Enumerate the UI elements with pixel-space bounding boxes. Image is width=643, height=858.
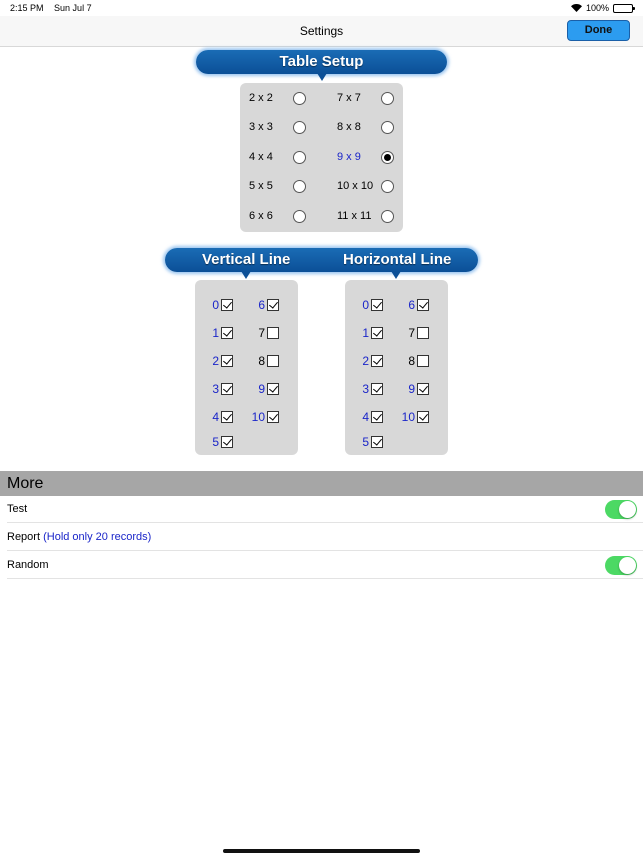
checkbox[interactable] <box>267 355 279 367</box>
digit-label: 1 <box>212 326 219 340</box>
horizontal-digit-8[interactable] <box>395 353 429 369</box>
checkbox[interactable] <box>371 299 383 311</box>
status-bar <box>0 0 643 16</box>
radio-button-selected[interactable] <box>381 151 394 164</box>
checkbox[interactable] <box>417 383 429 395</box>
horizontal-line-panel <box>345 280 448 455</box>
table-option-label: 10 x 10 <box>337 180 374 192</box>
battery-icon <box>613 4 633 13</box>
home-indicator <box>223 849 420 853</box>
checkbox[interactable] <box>371 383 383 395</box>
more-section-header: More <box>0 471 643 496</box>
test-label: Test <box>7 503 28 515</box>
wifi-icon <box>571 4 582 12</box>
checkbox[interactable] <box>221 411 233 423</box>
report-row[interactable] <box>7 524 643 551</box>
vertical-digit-3[interactable] <box>201 381 233 397</box>
test-toggle[interactable] <box>605 500 637 519</box>
table-option-label: 11 x 11 <box>337 210 372 222</box>
toggle-knob <box>619 557 636 574</box>
table-option-9x9[interactable] <box>337 146 394 168</box>
radio-button[interactable] <box>381 121 394 134</box>
horizontal-digit-4[interactable] <box>351 409 383 425</box>
random-row <box>7 552 643 579</box>
table-option-5x5[interactable] <box>249 175 306 197</box>
digit-label: 9 <box>408 382 415 396</box>
vertical-digit-6[interactable] <box>245 297 279 313</box>
digit-label: 7 <box>408 326 415 340</box>
digit-label: 2 <box>212 354 219 368</box>
checkbox[interactable] <box>417 411 429 423</box>
line-selection-banner <box>165 248 478 272</box>
report-label: Report <box>7 531 41 543</box>
checkbox[interactable] <box>221 436 233 448</box>
checkbox[interactable] <box>221 299 233 311</box>
digit-label: 10 <box>251 410 265 424</box>
checkbox[interactable] <box>267 299 279 311</box>
table-option-2x2[interactable] <box>249 87 306 109</box>
digit-label: 3 <box>212 382 219 396</box>
radio-button[interactable] <box>293 180 306 193</box>
digit-label: 0 <box>212 298 219 312</box>
vertical-digit-1[interactable] <box>201 325 233 341</box>
random-label: Random <box>7 559 49 571</box>
toggle-knob <box>619 501 636 518</box>
checkbox[interactable] <box>417 355 429 367</box>
digit-label: 3 <box>362 382 369 396</box>
done-button[interactable]: Done <box>567 20 630 41</box>
checkbox[interactable] <box>221 355 233 367</box>
vertical-digit-10[interactable] <box>245 409 279 425</box>
status-left <box>10 3 100 13</box>
digit-label: 5 <box>212 435 219 449</box>
digit-label: 7 <box>258 326 265 340</box>
status-time: 2:15 PM <box>10 3 44 13</box>
table-option-label: 9 x 9 <box>337 151 361 163</box>
digit-label: 10 <box>401 410 415 424</box>
horizontal-digit-0[interactable] <box>351 297 383 313</box>
checkbox[interactable] <box>267 411 279 423</box>
battery-percent: 100% <box>585 3 609 13</box>
horizontal-digit-2[interactable] <box>351 353 383 369</box>
digit-label: 1 <box>362 326 369 340</box>
table-option-11x11[interactable] <box>337 205 394 227</box>
vertical-digit-0[interactable] <box>201 297 233 313</box>
digit-label: 5 <box>362 435 369 449</box>
table-option-4x4[interactable] <box>249 146 306 168</box>
table-option-label: 4 x 4 <box>249 151 273 163</box>
vertical-digit-2[interactable] <box>201 353 233 369</box>
checkbox[interactable] <box>267 327 279 339</box>
report-note: (Hold only 20 records) <box>43 531 152 543</box>
radio-button[interactable] <box>381 210 394 223</box>
table-option-7x7[interactable] <box>337 87 394 109</box>
table-option-3x3[interactable] <box>249 116 306 138</box>
horizontal-digit-1[interactable] <box>351 325 383 341</box>
table-option-label: 3 x 3 <box>249 121 273 133</box>
status-date: Sun Jul 7 <box>54 3 92 13</box>
horizontal-line-title: Horizontal Line <box>343 251 452 268</box>
horizontal-digit-7[interactable] <box>395 325 429 341</box>
horizontal-digit-9[interactable] <box>395 381 429 397</box>
test-row <box>7 496 643 523</box>
random-toggle[interactable] <box>605 556 637 575</box>
table-option-label: 2 x 2 <box>249 92 273 104</box>
table-option-label: 8 x 8 <box>337 121 361 133</box>
table-option-label: 7 x 7 <box>337 92 361 104</box>
horizontal-digit-5[interactable] <box>351 434 383 450</box>
digit-label: 8 <box>258 354 265 368</box>
radio-button[interactable] <box>293 151 306 164</box>
vertical-line-pointer <box>241 271 251 279</box>
table-option-6x6[interactable] <box>249 205 306 227</box>
table-setup-title: Table Setup <box>279 53 364 70</box>
horizontal-digit-3[interactable] <box>351 381 383 397</box>
checkbox[interactable] <box>417 327 429 339</box>
checkbox[interactable] <box>371 436 383 448</box>
navigation-bar <box>0 16 643 47</box>
radio-button[interactable] <box>381 180 394 193</box>
radio-button[interactable] <box>293 92 306 105</box>
table-setup-panel <box>240 83 403 232</box>
vertical-digit-5[interactable] <box>201 434 233 450</box>
vertical-line-title: Vertical Line <box>202 251 291 268</box>
table-setup-banner-pointer <box>317 73 327 81</box>
vertical-digit-8[interactable] <box>245 353 279 369</box>
radio-button[interactable] <box>293 121 306 134</box>
digit-label: 0 <box>362 298 369 312</box>
table-option-label: 6 x 6 <box>249 210 273 222</box>
vertical-digit-7[interactable] <box>245 325 279 341</box>
checkbox[interactable] <box>371 327 383 339</box>
table-option-8x8[interactable] <box>337 116 394 138</box>
checkbox[interactable] <box>267 383 279 395</box>
status-right <box>571 3 633 13</box>
vertical-digit-4[interactable] <box>201 409 233 425</box>
horizontal-digit-10[interactable] <box>395 409 429 425</box>
checkbox[interactable] <box>371 411 383 423</box>
vertical-digit-9[interactable] <box>245 381 279 397</box>
vertical-line-panel <box>195 280 298 455</box>
digit-label: 2 <box>362 354 369 368</box>
checkbox[interactable] <box>221 327 233 339</box>
digit-label: 9 <box>258 382 265 396</box>
table-setup-banner <box>196 50 447 74</box>
radio-button[interactable] <box>381 92 394 105</box>
table-option-10x10[interactable] <box>337 175 394 197</box>
table-option-label: 5 x 5 <box>249 180 273 192</box>
checkbox[interactable] <box>221 383 233 395</box>
horizontal-digit-6[interactable] <box>395 297 429 313</box>
checkbox[interactable] <box>371 355 383 367</box>
digit-label: 4 <box>212 410 219 424</box>
checkbox[interactable] <box>417 299 429 311</box>
digit-label: 6 <box>408 298 415 312</box>
page-title: Settings <box>299 24 344 38</box>
radio-button[interactable] <box>293 210 306 223</box>
digit-label: 8 <box>408 354 415 368</box>
digit-label: 4 <box>362 410 369 424</box>
digit-label: 6 <box>258 298 265 312</box>
horizontal-line-pointer <box>391 271 401 279</box>
